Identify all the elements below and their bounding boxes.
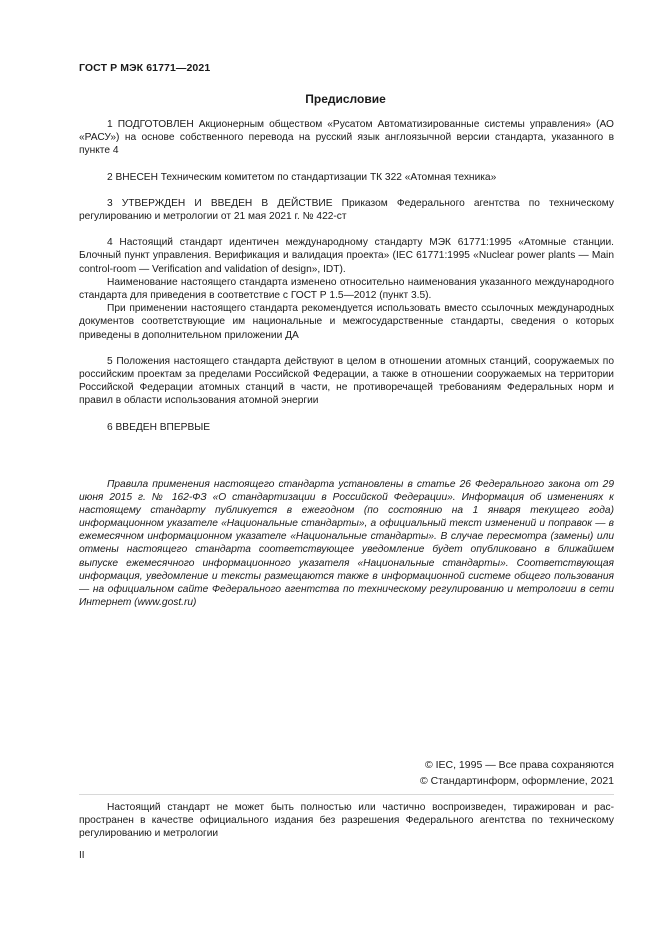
copyright-standartinform: © Стандартинформ, оформление, 2021 <box>419 775 614 787</box>
copyright-iec: © IEC, 1995 — Все права сохраняются <box>424 759 614 771</box>
paragraph-submitted: 2 ВНЕСЕН Техническим комитетом по стандартизации ТК 322 «Атомная техника» <box>107 171 497 183</box>
paragraph-identical: 4 Настоящий стандарт идентичен международному стандарту МЭК 61771:1995 «Атомные станции. Блочный пункт управления. Верификация и валидация проекта» (IEC 61771:1995 «Nuclear power plants — Main control-room — Verification and validation of design», IDT). <box>79 237 614 275</box>
reproduction-notice <box>79 801 614 841</box>
copyright-block <box>300 757 614 789</box>
page-number: II <box>79 850 85 861</box>
application-rules-notice <box>79 478 614 609</box>
paragraph-prepared: 1 ПОДГОТОВЛЕН Акционерным обществом «Русатом Автоматизированные системы управления» (АО «РАСУ») на основе собственного перевода на русский язык англоязычной версии стандарта, указанного в пункте 4 <box>79 119 614 157</box>
page-title: Предисловие <box>305 92 386 106</box>
reproduction-text: Настоящий стандарт не может быть полностью или частично воспроизведен, тиражирован и распространен в качестве официального издания без разрешения Федерального агентства по техническому регулированию и метрологии <box>79 802 614 840</box>
paragraph-provisions: 5 Положения настоящего стандарта действуют в целом в отношении атомных станций, сооружаемых по российским проектам за пределами Российской Федерации, а также в отношении сооружаемых на территории Российской Федерации атомных станций в части, не противоречащей требованиям Федеральных норм и правил в области использования атомной энергии <box>79 355 614 407</box>
notice-text: Правила применения настоящего стандарта установлены в статье 26 Федерального закона от 29 июня 2015 г. № 162-ФЗ «О стандартизации в Российской Федерации». Информация об изменениях к настоящему стандарту публикуется в ежегодном (по состоянию на 1 января текущего года) информационном указателе «Национальные стандарты», а официальный текст изменений и поправок — в ежемесячном информационном указателе «Национальные стандарты». В случае пересмотра (замены) или отмены настоящего стандарта соответствующее уведомление будет опубликовано в ближайшем выпуске ежемесячного информационного указателя «Национальные стандарты». Соответствующая информация, уведомление и тексты размещаются также в информационной системе общего пользования — на официальном сайте Федерального агентства по техническому регулированию и метрологии в сети Интернет (www.gost.ru) <box>79 479 614 608</box>
paragraph-references: При применении настоящего стандарта рекомендуется использовать вместо ссылочных международных документов соответствующие им национальные и межгосударственные стандарты, сведения о которых приведены в дополнительном приложении ДА <box>79 303 614 341</box>
paragraph-name-changed: Наименование настоящего стандарта изменено относительно наименования указанного международного стандарта для приведения в соответствие с ГОСТ Р 1.5—2012 (пункт 3.5). <box>79 276 614 302</box>
paragraph-approved: 3 УТВЕРЖДЕН И ВВЕДЕН В ДЕЙСТВИЕ Приказом Федерального агентства по техническому регулированию и метрологии от 21 мая 2021 г. № 422-ст <box>79 197 614 223</box>
footer-divider <box>79 794 614 795</box>
paragraph-first-introduced: 6 ВВЕДЕН ВПЕРВЫЕ <box>107 421 211 433</box>
foreword-body <box>79 118 614 434</box>
document-id-header: ГОСТ Р МЭК 61771—2021 <box>79 62 211 74</box>
